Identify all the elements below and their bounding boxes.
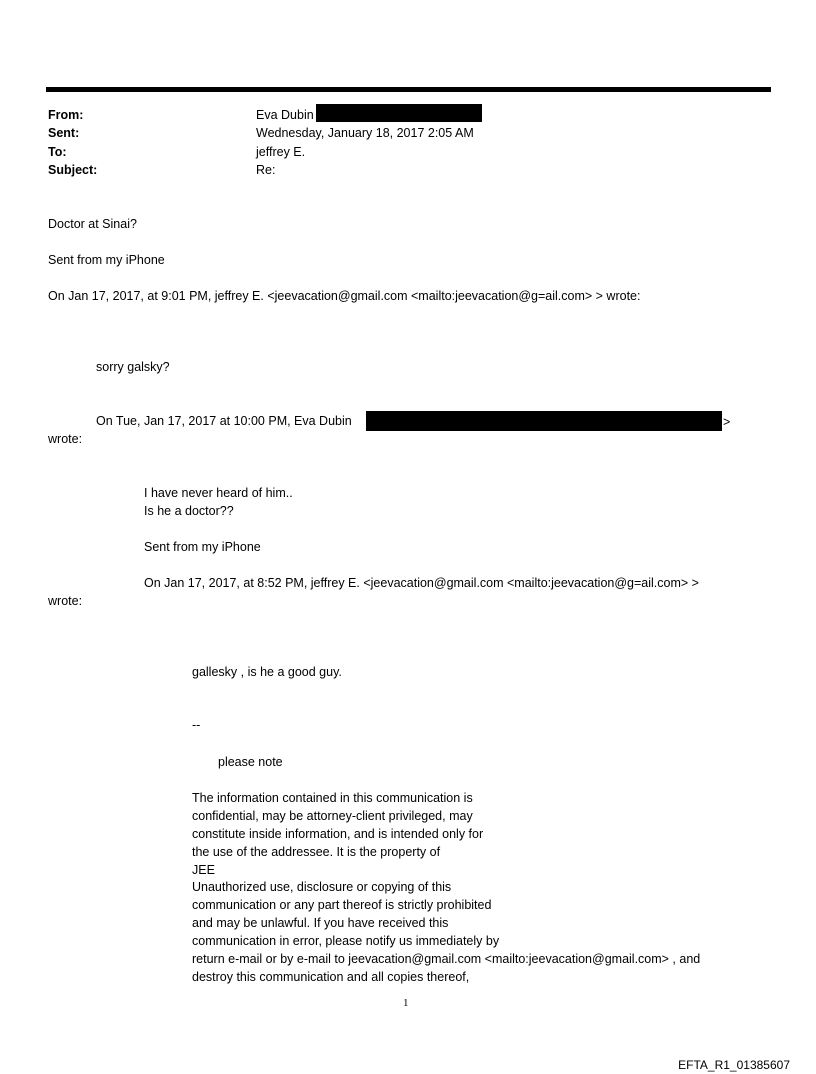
quoted-text: Sent from my iPhone <box>144 540 261 554</box>
disclaimer-line: confidential, may be attorney-client privileged, may <box>192 809 473 823</box>
document-id: EFTA_R1_01385607 <box>678 1058 790 1072</box>
disclaimer-line: communication or any part thereof is strictly prohibited <box>192 898 492 912</box>
disclaimer-line: Unauthorized use, disclosure or copying of this <box>192 880 452 894</box>
quoted-text: gallesky , is he a good guy. <box>192 665 342 679</box>
quoted-text: I have never heard of him.. <box>144 486 293 500</box>
quoted-text: On Jan 17, 2017, at 8:52 PM, jeffrey E. <jeevacation@gmail.com <mailto:jeevacation@g=ail.com> > <box>144 576 699 590</box>
quoted-text: please note <box>218 755 283 769</box>
disclaimer-line: communication in error, please notify us immediately by <box>192 934 500 948</box>
body-text: Sent from my iPhone <box>48 253 165 267</box>
redaction-box <box>366 411 722 431</box>
sent-label: Sent: <box>48 126 80 140</box>
sent-value: Wednesday, January 18, 2017 2:05 AM <box>256 126 474 140</box>
subject-value: Re: <box>256 163 276 177</box>
quoted-text: On Tue, Jan 17, 2017 at 10:00 PM, Eva Dubin <box>96 414 352 428</box>
to-value: jeffrey E. <box>256 145 306 159</box>
quoted-text: Is he a doctor?? <box>144 504 234 518</box>
disclaimer-line: constitute inside information, and is intended only for <box>192 827 484 841</box>
subject-label: Subject: <box>48 163 98 177</box>
signature-separator: -- <box>192 718 201 732</box>
disclaimer-line: the use of the addressee. It is the property of <box>192 845 441 859</box>
body-text: On Jan 17, 2017, at 9:01 PM, jeffrey E. <jeevacation@gmail.com <mailto:jeevacation@g=ail.com> > wrote: <box>48 289 641 303</box>
page-number: 1 <box>403 997 409 1009</box>
redaction-box <box>316 104 482 122</box>
disclaimer-line: JEE <box>192 863 215 877</box>
to-label: To: <box>48 145 67 159</box>
quoted-text: > <box>723 415 731 429</box>
disclaimer-line: The information contained in this communication is <box>192 791 473 805</box>
quoted-text: wrote: <box>48 594 83 608</box>
disclaimer-line: return e-mail or by e-mail to jeevacation@gmail.com <mailto:jeevacation@gmail.com> , and <box>192 952 701 966</box>
from-value: Eva Dubin <box>256 108 314 122</box>
quoted-text: sorry galsky? <box>96 360 170 374</box>
quoted-text: wrote: <box>48 432 83 446</box>
disclaimer-line: destroy this communication and all copies thereof, <box>192 970 470 984</box>
header-rule <box>46 87 771 92</box>
body-text: Doctor at Sinai? <box>48 217 137 231</box>
disclaimer-line: and may be unlawful. If you have received this <box>192 916 449 930</box>
from-label: From: <box>48 108 84 122</box>
